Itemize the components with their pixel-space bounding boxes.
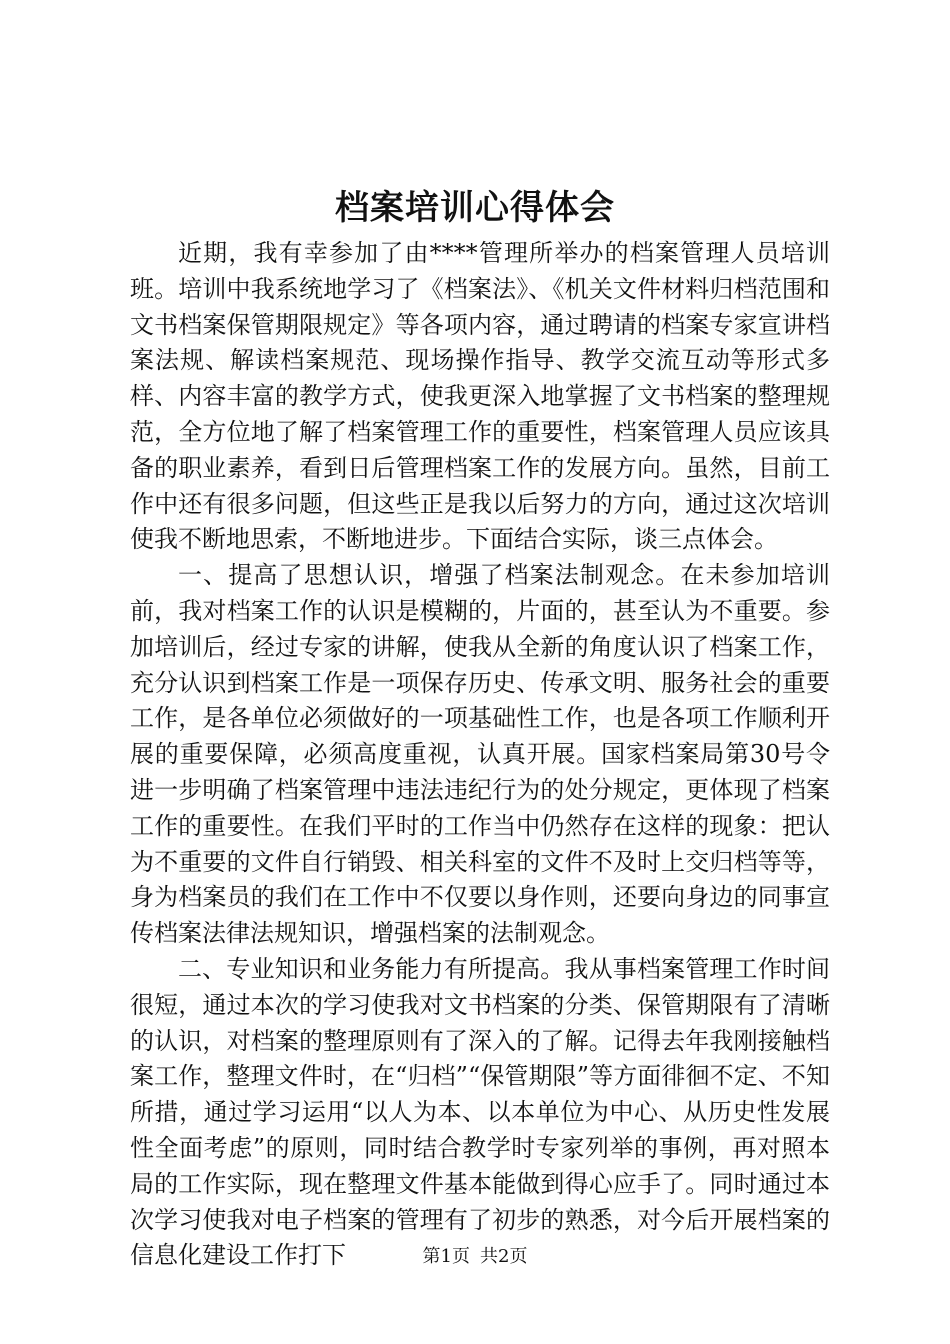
paragraph-intro: 近期，我有幸参加了由****管理所举办的档案管理人员培训班。培训中我系统地学习了《档案法》、《机关文件材料归档范围和文书档案保管期限规定》等各项内容，通过聘请的档案专家宣讲档案法规、解读档案规范、现场操作指导、教学交流互动等形式多样、内容丰富的教学方式，使我更深入地掌握了文书档案的整理规范，全方位地了解了档案管理工作的重要性，档案管理人员应该具备的职业素养，看到日后管理档案工作的发展方向。虽然，目前工作中还有很多问题，但这些正是我以后努力的方向，通过这次培训使我不断地思索，不断地进步。下面结合实际，谈三点体会。 — [130, 239, 830, 554]
page-total: 共2页 — [480, 1246, 528, 1267]
page-footer — [0, 1245, 950, 1269]
paragraph-point-two: 二、专业知识和业务能力有所提高。我从事档案管理工作时间很短，通过本次的学习使我对文书档案的分类、保管期限有了清晰的认识，对档案的整理原则有了深入的了解。记得去年我刚接触档案工作，整理文件时，在“归档”“保管期限”等方面徘徊不定、不知所措，通过学习运用“以人为本、以本单位为中心、从历史性发展性全面考虑”的原则，同时结合教学时专家列举的事例，再对照本局的工作实际，现在整理文件基本能做到得心应手了。同时通过本次学习使我对电子档案的管理有了初步的熟悉，对今后开展档案的信息化建设工作打下 — [130, 954, 830, 1270]
document-title: 档案培训心得体会 — [335, 188, 615, 228]
document-body — [130, 236, 830, 1274]
paragraph-point-one: 一、提高了思想认识，增强了档案法制观念。在未参加培训前，我对档案工作的认识是模糊的，片面的，甚至认为不重要。参加培训后，经过专家的讲解，使我从全新的角度认识了档案工作，充分认识到档案工作是一项保存历史、传承文明、服务社会的重要工作，是各单位必须做好的一项基础性工作，也是各项工作顺利开展的重要保障，必须高度重视，认真开展。国家档案局第30号令进一步明确了档案管理中违法违纪行为的处分规定，更体现了档案工作的重要性。在我们平时的工作当中仍然存在这样的现象：把认为不重要的文件自行销毁、相关科室的文件不及时上交归档等等，身为档案员的我们在工作中不仅要以身作则，还要向身边的同事宣传档案法律法规知识，增强档案的法制观念。 — [130, 561, 830, 948]
page-number: 第1页 — [422, 1246, 470, 1267]
